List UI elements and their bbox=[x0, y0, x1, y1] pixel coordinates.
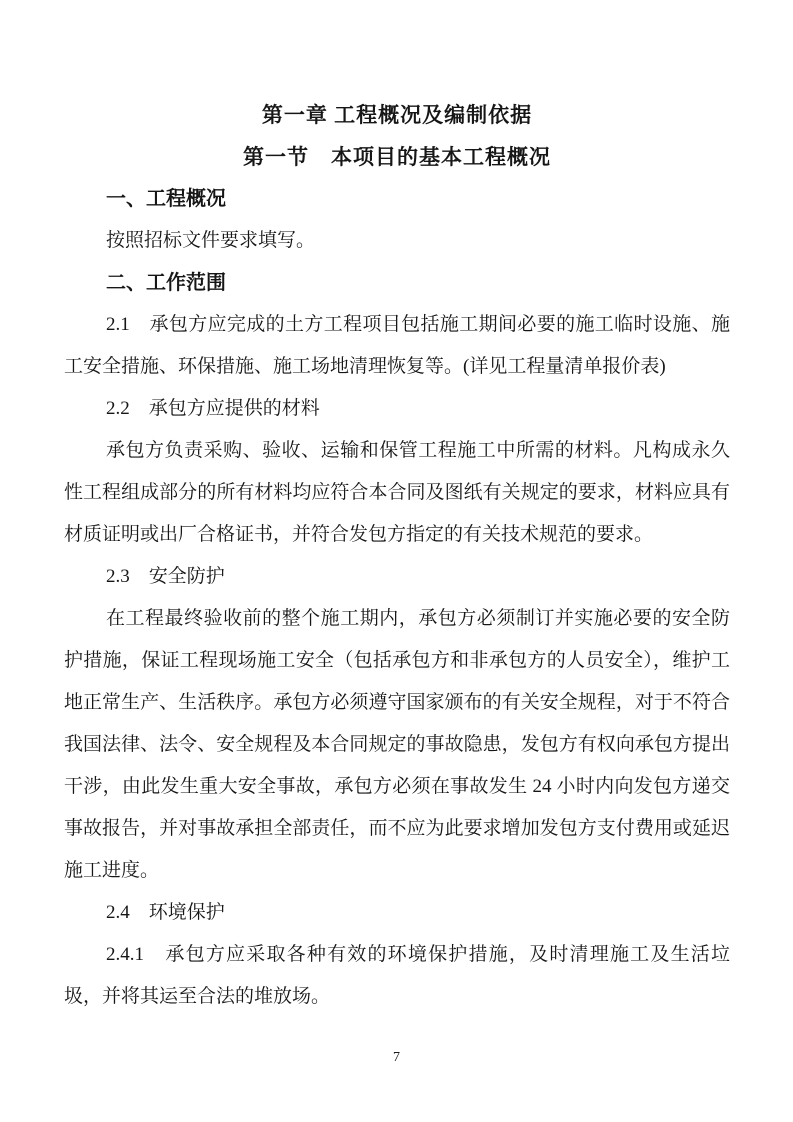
paragraph-fill-per-bid: 按照招标文件要求填写。 bbox=[106, 230, 316, 251]
chapter-title: 第一章 工程概况及编制依据 bbox=[261, 103, 533, 127]
section-title: 第一节 本项目的基本工程概况 bbox=[243, 145, 551, 169]
document-content bbox=[64, 94, 730, 1018]
page-number: 7 bbox=[393, 1050, 400, 1065]
paragraph-2-1-earthworks-scope: 2.1 承包方应完成的土方工程项目包括施工期间必要的施工临时设施、施工安全措施、环保措施、施工场地清理恢复等。(详见工程量清单报价表) bbox=[64, 314, 730, 377]
paragraph-2-4-environment-title: 2.4 环境保护 bbox=[106, 902, 225, 923]
paragraph-2-3-safety-body: 在工程最终验收前的整个施工期内，承包方必须制订并实施必要的安全防护措施，保证工程现场施工安全（包括承包方和非承包方的人员安全），维护工地正常生产、生活秩序。承包方必须遵守国家颁布的有关安全规程，对于不符合我国法律、法令、安全规程及本合同规定的事故隐患，发包方有权向承包方提出干涉，由此发生重大安全事故，承包方必须在事故发生 24 小时内向发包方递交事故报告，并对事故承担全部责任，而不应为此要求增加发包方支付费用或延迟施工进度。 bbox=[64, 608, 730, 881]
heading-project-overview: 一、工程概况 bbox=[106, 188, 226, 210]
paragraph-2-2-materials-body: 承包方负责采购、验收、运输和保管工程施工中所需的材料。凡构成永久性工程组成部分的所有材料均应符合本合同及图纸有关规定的要求，材料应具有材质证明或出厂合格证书，并符合发包方指定的有关技术规范的要求。 bbox=[64, 440, 730, 545]
heading-work-scope: 二、工作范围 bbox=[106, 272, 226, 294]
paragraph-2-3-safety-title: 2.3 安全防护 bbox=[106, 566, 225, 587]
paragraph-2-2-materials-title: 2.2 承包方应提供的材料 bbox=[106, 398, 320, 419]
paragraph-2-4-1-environment-body: 2.4.1 承包方应采取各种有效的环境保护措施，及时清理施工及生活垃圾，并将其运至合法的堆放场。 bbox=[64, 944, 730, 1007]
